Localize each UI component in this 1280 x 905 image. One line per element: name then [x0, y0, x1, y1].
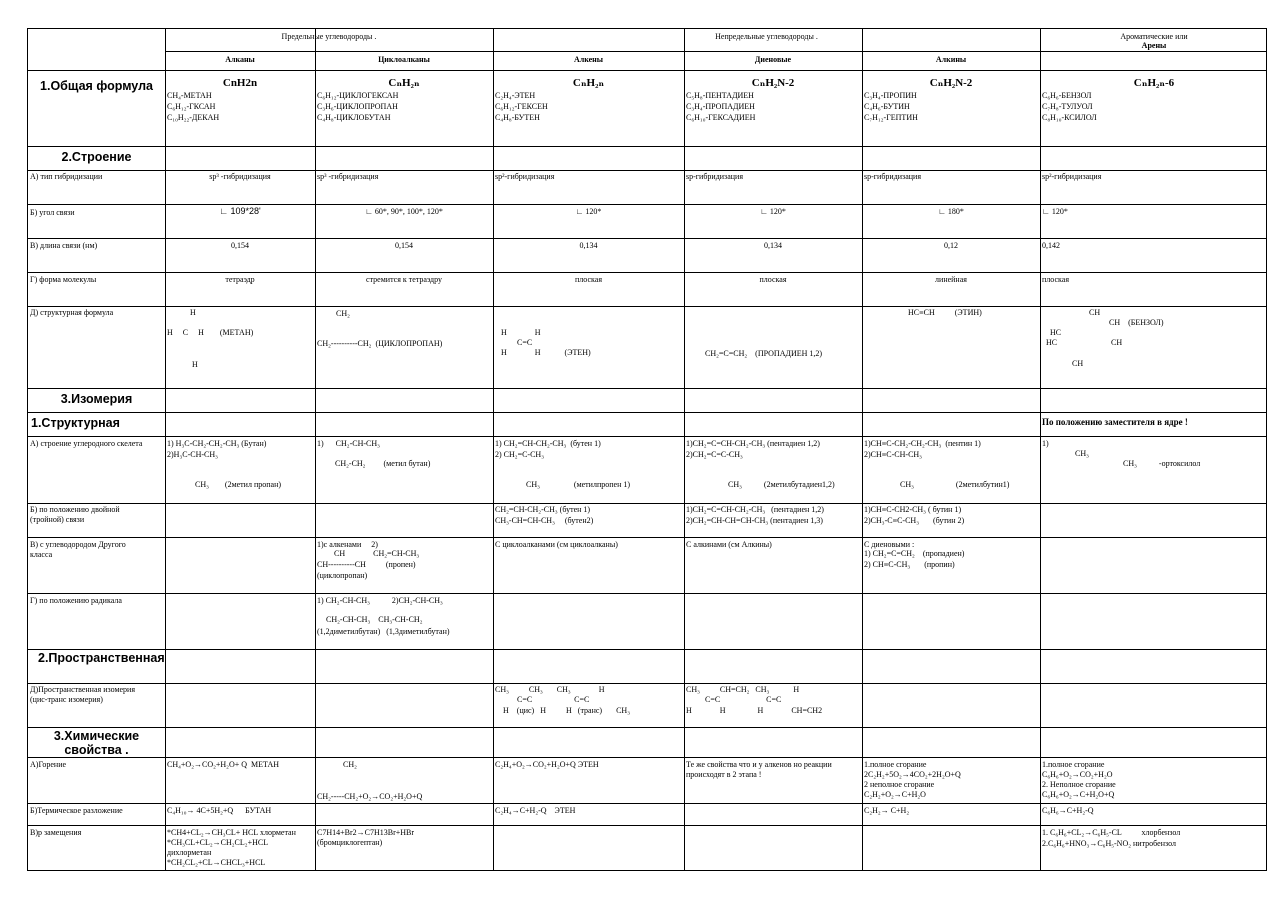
struct-line: H — [190, 308, 196, 317]
iso-line: 2) CH≡C-CH₃ (пропин) — [864, 560, 955, 569]
struct-line: CH (БЕНЗОЛ) — [1109, 318, 1164, 327]
struct-line: CH — [1089, 308, 1101, 317]
row-label-formula: Д) структурная формула — [30, 308, 114, 317]
struct-line: CH₂ — [336, 309, 350, 318]
row-label-length: В) длина связи (нм) — [30, 241, 98, 250]
chem-line: 1. C₆H₆+CL₂→C₆H₅-CL хлорбензол — [1042, 828, 1181, 837]
col-divider — [493, 29, 494, 870]
iso-line: 1) CH₂-CH-CH₃ — [317, 439, 380, 448]
col-divider — [165, 29, 166, 870]
example-line: C₇H₁₂-ГЕПТИН — [864, 113, 918, 122]
col-divider — [315, 29, 316, 870]
cell-value: sp-гибридизация — [686, 172, 743, 181]
cell-value: sp-гибридизация — [864, 172, 921, 181]
formula-alkanes: CnH2n — [222, 77, 258, 89]
cell-value: 0,154 — [395, 241, 413, 250]
row-divider — [28, 306, 1266, 307]
row-title-general-formula: 1.Общая формула — [40, 79, 153, 93]
struct-line: CH₂----------CH₂ (ЦИКЛОПРОПАН) — [317, 339, 443, 348]
iso-line: CH₃ -ортоксилол — [1123, 459, 1201, 468]
struct-line: CH₂=C=CH₂ (ПРОПАДИЕН 1,2) — [705, 349, 823, 358]
row-title-chem: свойства . — [64, 743, 129, 757]
iso-line: 1) CH₂-CH-CH₃ 2)CH₂-CH-CH₃ — [317, 596, 443, 605]
iso-line: CH₂-CH₂ (метил бутан) — [335, 459, 431, 468]
chem-line: Те же свойства что и у алкенов но реакции — [686, 760, 832, 769]
example-line: C₆H₁₂-ЦИКЛОГЕКСАН — [317, 91, 399, 100]
chem-line: (бромциклогептан) — [317, 838, 383, 847]
row-divider — [28, 649, 1266, 650]
example-line: C₇H₈-ТУЛУОЛ — [1042, 102, 1093, 111]
chem-line: 2C₂H₂+5O₂→4CO₂+2H₂O+Q — [864, 770, 961, 779]
chem-line: CH₄+O₂→CO₂+H₂O+ Q МЕТАН — [167, 760, 280, 769]
header-aromatic-2: Арены — [1141, 41, 1167, 50]
chem-line: C₂H₂→ C+H₂ — [864, 806, 910, 815]
cell-value: 0,142 — [1042, 241, 1060, 250]
row-divider — [28, 683, 1266, 684]
formula-cycloalkanes: CₙH₂ₙ — [388, 77, 420, 89]
row-divider — [28, 757, 1266, 758]
col-header-dienes: Диеновые — [754, 55, 792, 64]
row-divider — [28, 388, 1266, 389]
example-line: CH₄-МЕТАН — [167, 91, 212, 100]
chem-line: C₂H₂+O₂→C+H₂O — [864, 790, 926, 799]
row-label-cis-trans: Д)Пространственная изомерия — [30, 685, 136, 694]
iso-line: С алкинами (см Алкины) — [686, 540, 772, 549]
row-divider — [28, 170, 1266, 171]
iso-line: CH₃ CH₃ CH₃ H — [495, 685, 605, 694]
iso-line: CH₃ — [1075, 449, 1089, 458]
iso-line: 1) H₃C-CH₂-CH₂-CH₃ (Бутан) — [167, 439, 267, 448]
example-line: C₄H₈-БУТЕН — [495, 113, 540, 122]
chem-line: 2 неполное сгорание — [864, 780, 935, 789]
cell-value: ∟ 120* — [1042, 207, 1068, 216]
iso-line: 1) CH₂=CH-CH₂-CH₃ (бутен 1) — [495, 439, 601, 448]
iso-line: 2)CH≡C-CH-CH₃ — [864, 450, 922, 459]
struct-line: HC — [1046, 338, 1058, 347]
example-line: C₄H₈-ЦИКЛОБУТАН — [317, 113, 391, 122]
row-label-skeleton: А) строение углеродного скелета — [30, 439, 143, 448]
iso-line: 2)H₃C-CH-CH₃ — [167, 450, 218, 459]
row-label-cis-trans: (цис-транс изомерия) — [30, 695, 103, 704]
chem-line: 1.полное сгорание — [1042, 760, 1105, 769]
cell-value: плоская — [574, 275, 603, 284]
example-line: C₈H₁₀-КСИЛОЛ — [1042, 113, 1097, 122]
chem-line: C7H14+Br2→C7H13Br+HBr — [317, 828, 415, 837]
cell-value: ∟ 180* — [938, 207, 964, 216]
struct-line: HC — [1050, 328, 1062, 337]
row-divider — [165, 51, 1266, 52]
iso-line: CH₃ (метилпропен 1) — [526, 480, 631, 489]
row-label-combustion: А)Горение — [30, 760, 67, 769]
cell-value: 0,134 — [579, 241, 598, 250]
example-line: C₆H₆-БЕНЗОЛ — [1042, 91, 1092, 100]
iso-line: CH₃-CH=CH-CH₃ (бутен2) — [495, 516, 594, 525]
iso-line: 1)CH₂=C=CH-CH₂-CH₃ (пентадиен 1,2) — [686, 439, 820, 448]
row-divider — [28, 503, 1266, 504]
struct-line: C=C — [517, 338, 533, 347]
iso-line: CH----------CH (пропен) — [317, 560, 416, 569]
iso-line: CH₂-CH-CH₃ CH₃-CH-CH₂ — [326, 615, 423, 624]
cell-value: sp²-гибридизация — [495, 172, 555, 181]
iso-line: 2)CH₂=C=C-CH₃ — [686, 450, 743, 459]
cell-value: ∟ 60*, 90*, 100*, 120* — [365, 207, 443, 216]
col-header-alkynes: Алкины — [935, 55, 967, 64]
col-header-alkenes: Алкены — [573, 55, 604, 64]
iso-line: CH₃ (2метилбутин1) — [900, 480, 1010, 489]
cell-value: sp²-гибридизация — [1042, 172, 1102, 181]
example-line: C₅H₈-ПЕНТАДИЕН — [686, 91, 754, 100]
iso-line: CH₃ (2метил пропан) — [195, 480, 282, 489]
cell-value: 0,12 — [944, 241, 958, 250]
chem-line: *CH4+CL₂→CH₃CL+ HCL хлорметан — [167, 828, 296, 837]
cell-value: ∟ 120* — [760, 207, 786, 216]
header-aromatic-1: Ароматические или — [1120, 32, 1188, 41]
row-label-other-class: В) с углеводородом Другого — [30, 540, 126, 549]
row-divider — [28, 272, 1266, 273]
header-saturated: Предельные углеводороды . — [281, 32, 377, 41]
row-divider — [28, 593, 1266, 594]
row-divider — [28, 238, 1266, 239]
row-divider — [28, 70, 1266, 71]
row-label-hybrid: А) тип гибридизации — [30, 172, 103, 181]
chem-line: 2. Неполное сгорание — [1042, 780, 1116, 789]
row-label-other-class: класса — [30, 550, 53, 559]
cell-value: ∟ 120* — [575, 207, 602, 216]
chem-line: происходят в 2 этапа ! — [686, 770, 762, 779]
example-line: C₂H₄-ЭТЕН — [495, 91, 536, 100]
chem-line: C₂H₄→C+H₂-Q ЭТЕН — [495, 806, 576, 815]
iso-line: H (цис) H H (транс) CH₃ — [503, 706, 630, 715]
iso-line: С диеновыми : — [864, 540, 915, 549]
col-divider — [684, 29, 685, 870]
iso-line: 1)CH≡C-CH₂-CH₂-CH₃ (пентин 1) — [864, 439, 981, 448]
formula-alkynes: CₙH₂N-2 — [929, 77, 973, 89]
col-header-cycloalkanes: Циклоалканы — [378, 55, 430, 64]
iso-line: (циклопропан) — [317, 571, 368, 580]
struct-line: H C H (МЕТАН) — [167, 328, 254, 337]
row-title-chem: 3.Химические — [53, 729, 140, 743]
row-label-radical: Г) по положению радикала — [30, 596, 122, 605]
struct-line: CH — [1111, 338, 1123, 347]
row-divider — [28, 727, 1266, 728]
cell-value: линейная — [935, 275, 967, 284]
row-divider — [28, 537, 1266, 538]
iso-line: C=C C=C — [517, 695, 590, 704]
col-divider — [862, 29, 863, 870]
chem-line: 2.C₆H₆+HNO₃→C₆H₅-NO₂ нитробензол — [1042, 839, 1176, 848]
iso-line: 1) CH₂=C=CH₂ (пропадиен) — [864, 549, 965, 558]
chem-line: C₂H₄+O₂→CO₂+H₂O+Q ЭТЕН — [495, 760, 599, 769]
struct-line: H H — [501, 328, 541, 337]
iso-line: 2)CH₃-C≡C-CH₃ (бутин 2) — [864, 516, 965, 525]
row-title-spatial: 2.Пространственная — [38, 651, 165, 665]
iso-line: 1) — [1042, 439, 1049, 448]
cell-value: sp³ -гибридизация — [317, 172, 379, 181]
struct-line: CH — [1072, 359, 1084, 368]
struct-line: HC≡CH (ЭТИН) — [908, 308, 982, 317]
iso-line: (1,2диметилбутан) (1,3диметилбутан) — [317, 627, 450, 636]
example-line: C₆H₁₀-ГЕКСАДИЕН — [686, 113, 756, 122]
row-label-substitution: В)р замещения — [30, 828, 82, 837]
iso-line: CH CH₂=CH-CH₃ — [334, 549, 420, 558]
iso-line: 2) CH₂=C-CH₃ — [495, 450, 544, 459]
row-label-double-bond: Б) по положению двойной — [30, 505, 120, 514]
chem-line: C₆H₆+O₂→C+H₂O+Q — [1042, 790, 1115, 799]
chem-line: C₆H₆+O₂→CO₂+H₂O — [1042, 770, 1113, 779]
chem-line: CH₂ — [343, 760, 357, 769]
iso-line: H H H CH=CH2 — [686, 706, 823, 715]
chem-line: 1.полное сгорание — [864, 760, 927, 769]
example-line: C₃H₆-ЦИКЛОПРОПАН — [317, 102, 398, 111]
col-header-alkanes: Алканы — [225, 55, 255, 64]
struct-line: H — [192, 360, 198, 369]
cell-value: 0,154 — [231, 241, 249, 250]
row-title-structural: 1.Структурная — [31, 416, 120, 430]
iso-line: 1)CH₂=C=CH-CH₂-CH₃ (пентадиен 1,2) — [686, 505, 824, 514]
row-title-isomerism: 3.Изомерия — [60, 392, 133, 406]
iso-line: 1)с алкенами 2) — [317, 540, 378, 549]
example-line: C₁₀H₂₂-ДЕКАН — [167, 113, 220, 122]
iso-line: CH₂=CH-CH₂-CH₃ (бутен 1) — [495, 505, 591, 514]
cell-value: тетраэдр — [225, 275, 255, 284]
row-divider — [28, 146, 1266, 147]
example-line: C₄H₆-БУТИН — [864, 102, 910, 111]
cell-value: стремится к тетраэдру — [366, 275, 442, 284]
formula-alkenes: CₙH₂ₙ — [572, 77, 605, 89]
row-divider — [28, 803, 1266, 804]
chem-line: C₄H₁₀→ 4C+5H₂+Q БУТАН — [167, 806, 272, 815]
row-title-structure: 2.Строение — [61, 150, 132, 164]
iso-line: 2)CH₂=CH-CH=CH-CH₃ (пентадиен 1,3) — [686, 516, 823, 525]
formula-arenes: CₙH₂ₙ-6 — [1133, 77, 1175, 89]
row-divider — [28, 436, 1266, 437]
row-divider — [28, 412, 1266, 413]
iso-line: CH₃ (2метилбутадиен1,2) — [728, 480, 835, 489]
example-line: C₃H₄-ПРОПИН — [864, 91, 917, 100]
iso-line: C=C C=C — [705, 695, 782, 704]
formula-dienes: CₙH₂N-2 — [751, 77, 795, 89]
chem-line: *CH₃CL+CL₂→CH₂CL₂+HCL — [167, 838, 269, 847]
example-line: C₃H₄-ПРОПАДИЕН — [686, 102, 755, 111]
iso-line: С циклоалканами (см циклоалканы) — [495, 540, 618, 549]
cell-value: ∟ 109*28' — [219, 206, 261, 216]
hydrocarbon-table — [27, 28, 1267, 871]
struct-line: H H (ЭТЕН) — [501, 348, 591, 357]
cell-value: плоская — [1042, 275, 1070, 284]
cell-value: плоская — [759, 275, 787, 284]
chem-line: дихлорметан — [167, 848, 212, 857]
example-line: C₆H₁₂-ГКСАН — [167, 102, 216, 111]
iso-line: CH₃ CH=CH₂ CH₃ H — [686, 685, 800, 694]
row-label-angle: Б) угол связи — [30, 208, 75, 217]
row-label-thermal: Б)Термическое разложение — [30, 806, 123, 815]
header-unsaturated: Непредельные углеводороды . — [715, 32, 818, 41]
col-divider — [1040, 29, 1041, 870]
iso-line: 1)CH≡C-CH2-CH₃ ( бутин 1) — [864, 505, 962, 514]
cell-value: sp³ -гибридизация — [209, 172, 271, 181]
row-divider — [28, 204, 1266, 205]
row-label-shape: Г) форма молекулы — [30, 275, 97, 284]
example-line: C₆H₁₂-ГЕКСЕН — [495, 102, 548, 111]
row-label-double-bond: (тройной) связи — [30, 515, 85, 524]
row-divider — [28, 825, 1266, 826]
arene-note: По положению заместителя в ядре ! — [1042, 417, 1188, 427]
cell-value: 0,134 — [764, 241, 782, 250]
chem-line: CH₂-----CH₂+O₂→CO₂+H₂O+Q — [317, 792, 423, 801]
chem-line: C₆H₆→C+H₂-Q — [1042, 806, 1094, 815]
chem-line: *CH₂CL₂+CL→CHCL₃+HCL — [167, 858, 266, 867]
